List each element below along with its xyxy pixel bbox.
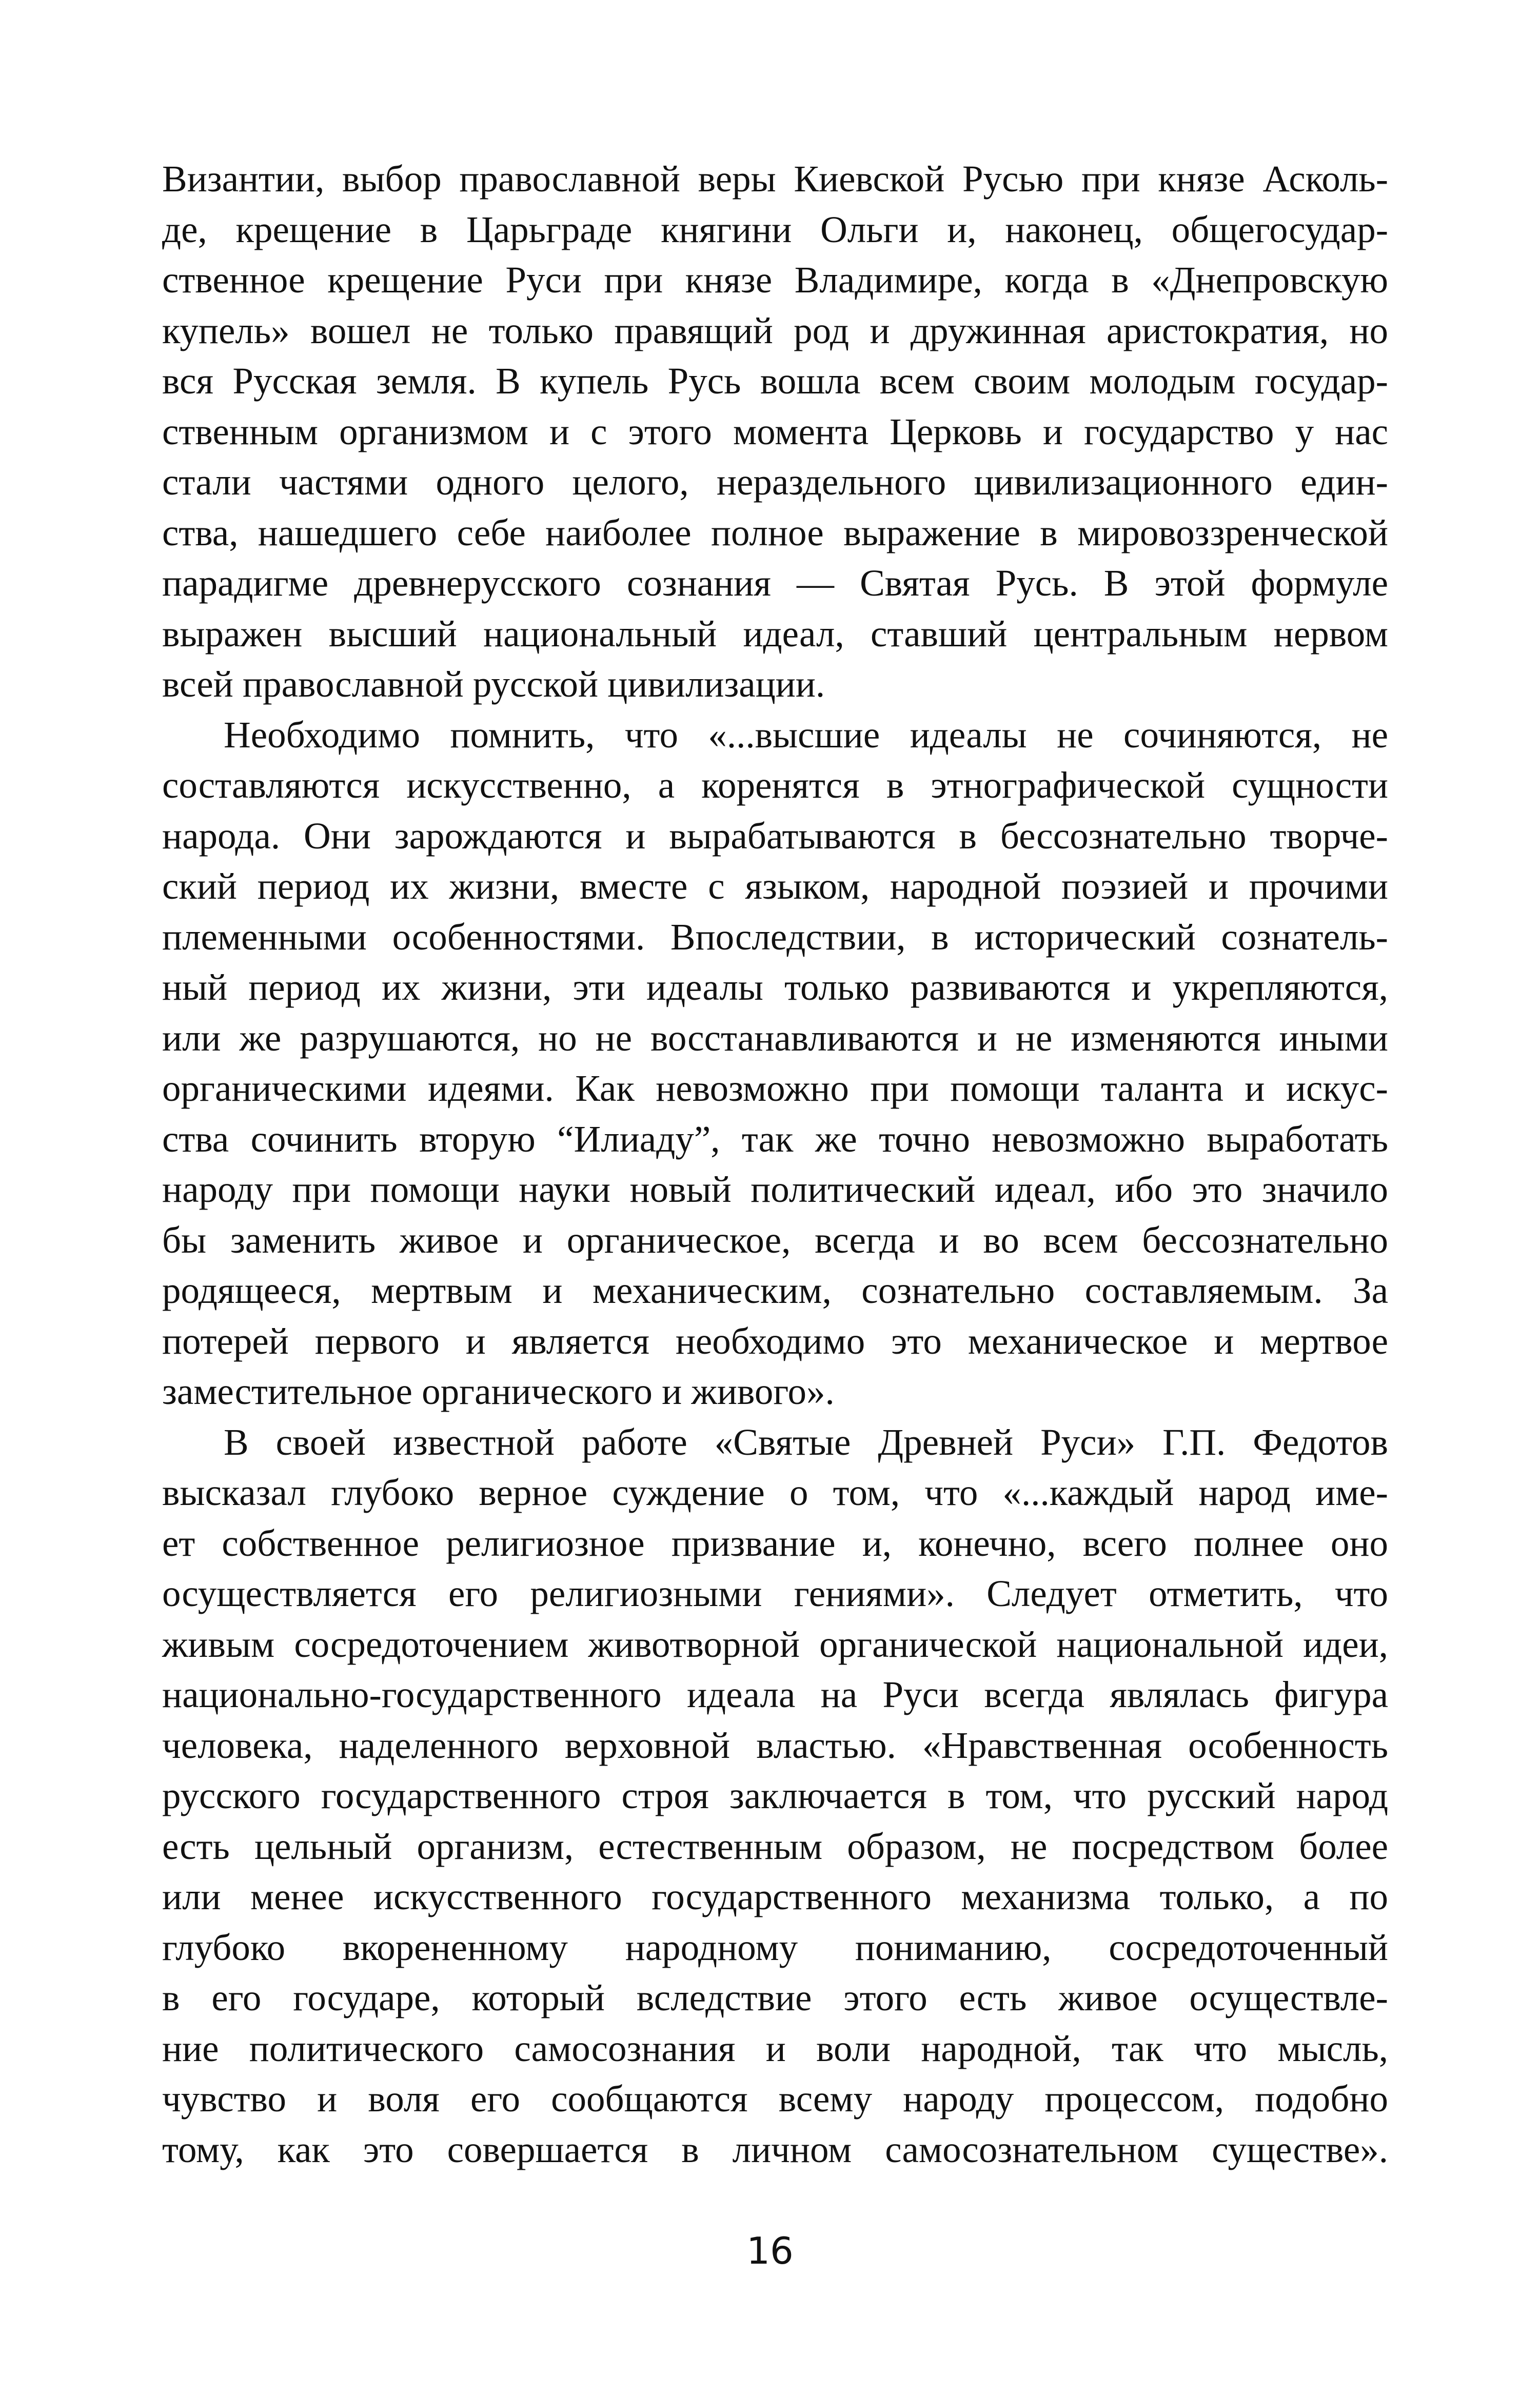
paragraph-3 bbox=[162, 1417, 1388, 2175]
text-line: народу при помощи науки новый политический идеал, ибо это значило bbox=[162, 1169, 1388, 1210]
text-line: всей православной русской цивилизации. bbox=[162, 663, 825, 705]
text-line: купель» вошел не только правящий род и дружинная аристократия, но bbox=[162, 309, 1388, 351]
text-line: органическими идеями. Как невозможно при помощи таланта и искус- bbox=[162, 1067, 1388, 1109]
text-line: бы заменить живое и органическое, всегда и во всем бессознательно bbox=[162, 1219, 1388, 1261]
text-line: глубоко вкорененному народному пониманию, сосредоточенный bbox=[162, 1926, 1388, 1968]
text-line: де, крещение в Царьграде княгини Ольги и, наконец, общегосудар- bbox=[162, 208, 1388, 250]
text-line: или же разрушаются, но не восстанавливаются и не изменяются иными bbox=[162, 1017, 1388, 1059]
text-line: стали частями одного целого, нераздельного цивилизационного един- bbox=[162, 461, 1388, 503]
text-line: заместительное органического и живого». bbox=[162, 1371, 835, 1412]
text-line: составляются искусственно, а коренятся в этнографической сущности bbox=[162, 764, 1388, 806]
text-line: выражен высший национальный идеал, ставший центральным нервом bbox=[162, 612, 1388, 655]
text-line: вся Русская земля. В купель Русь вошла всем своим молодым государ- bbox=[162, 360, 1388, 402]
text-line: чувство и воля его сообщаются всему народу процессом, подобно bbox=[162, 2078, 1388, 2120]
text-line: ный период их жизни, эти идеалы только развиваются и укрепляются, bbox=[162, 966, 1388, 1008]
text-line: ский период их жизни, вместе с языком, народной поэзией и прочими bbox=[162, 865, 1388, 907]
page-body bbox=[162, 154, 1388, 2349]
text-line: живым сосредоточением животворной органической национальной идеи, bbox=[162, 1623, 1388, 1665]
text-line: ственное крещение Руси при князе Владимире, когда в «Днепровскую bbox=[162, 259, 1388, 301]
text-line: человека, наделенного верховной властью. «Нравственная особенность bbox=[162, 1724, 1388, 1766]
text-line: тому, как это совершается в личном самосознательном существе». bbox=[162, 2128, 1388, 2170]
paragraph-1 bbox=[162, 154, 1388, 710]
text-line: или менее искусственного государственного механизма только, а по bbox=[162, 1876, 1388, 1917]
text-line: ства, нашедшего себе наиболее полное выражение в мировоззренческой bbox=[162, 511, 1388, 553]
text-line: русского государственного строя заключается в том, что русский народ bbox=[162, 1775, 1388, 1816]
text-line: ние политического самосознания и воли народной, так что мысль, bbox=[162, 2027, 1388, 2069]
text-line: парадигме древнерусского сознания — Святая Русь. В этой формуле bbox=[162, 562, 1388, 604]
paragraph-2 bbox=[162, 710, 1388, 1417]
text-line: В своей известной работе «Святые Древней Руси» Г.П. Федотов bbox=[224, 1421, 1388, 1463]
text-line: ет собственное религиозное призвание и, конечно, всего полнее оно bbox=[162, 1522, 1388, 1564]
text-line: потерей первого и является необходимо это механическое и мертвое bbox=[162, 1320, 1388, 1362]
text-line: национально-государственного идеала на Руси всегда являлась фигура bbox=[162, 1674, 1388, 1715]
text-line: осуществляется его религиозными гениями». Следует отметить, что bbox=[162, 1573, 1388, 1614]
page-number: 16 bbox=[746, 2229, 794, 2272]
text-line: племенными особенностями. Впоследствии, в исторический сознатель- bbox=[162, 916, 1388, 958]
text-line: родящееся, мертвым и механическим, сознательно составляемым. За bbox=[162, 1270, 1388, 1311]
text-line: в его государе, который вследствие этого есть живое осуществле- bbox=[162, 1977, 1388, 2018]
text-line: народа. Они зарождаются и вырабатываются в бессознательно творче- bbox=[162, 815, 1388, 857]
text-line: есть цельный организм, естественным образом, не посредством более bbox=[162, 1825, 1388, 1867]
text-line: высказал глубоко верное суждение о том, что «...каждый народ име- bbox=[162, 1472, 1388, 1513]
text-line: ственным организмом и с этого момента Церковь и государство у нас bbox=[162, 410, 1388, 452]
text-line: Необходимо помнить, что «...высшие идеалы не сочиняются, не bbox=[224, 714, 1388, 756]
text-line: Византии, выбор православной веры Киевской Русью при князе Асколь- bbox=[162, 158, 1388, 200]
text-line: ства сочинить вторую “Илиаду”, так же точно невозможно выработать bbox=[162, 1118, 1388, 1160]
